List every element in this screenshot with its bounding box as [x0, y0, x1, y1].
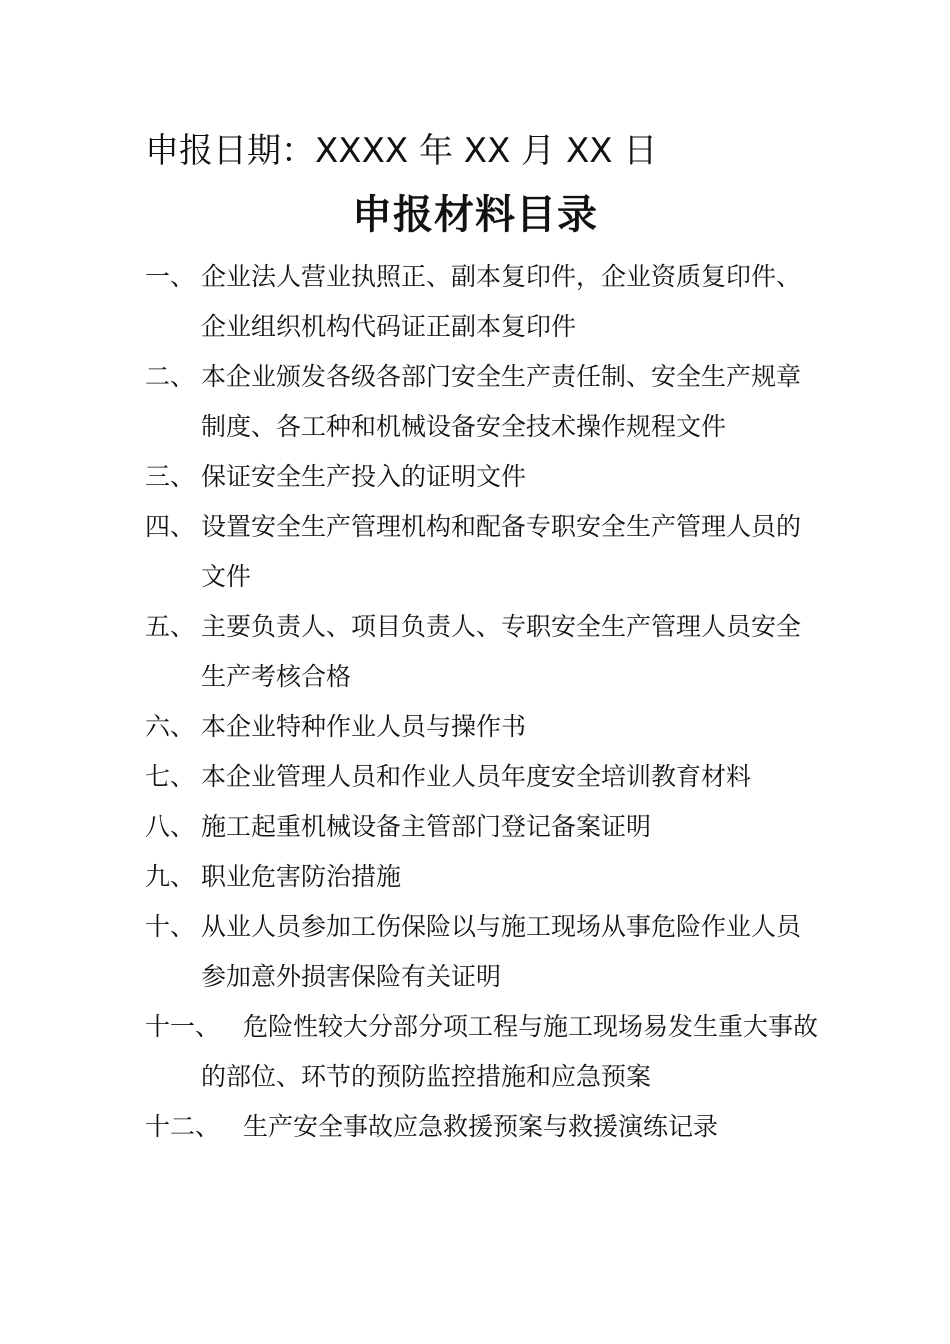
- list-item-number: 十一、: [145, 1012, 221, 1041]
- list-item: [145, 352, 825, 452]
- list-item-text: 危险性较大分部分项工程与施工现场易发生重大事故的部位、环节的预防监控措施和应急预案: [201, 1012, 819, 1091]
- list-item-number: 四、: [145, 512, 196, 541]
- list-item: [145, 802, 825, 852]
- list-item: [145, 902, 825, 1002]
- list-item-text: 本企业特种作业人员与操作书: [201, 712, 527, 741]
- list-item-text: 主要负责人、项目负责人、专职安全生产管理人员安全生产考核合格: [201, 612, 802, 691]
- list-item-number: 三、: [145, 462, 196, 491]
- list-item-number: 六、: [145, 712, 196, 741]
- list-item-text: 保证安全生产投入的证明文件: [201, 462, 527, 491]
- list-item-text: 生产安全事故应急救援预案与救援演练记录: [243, 1112, 719, 1141]
- list-item-text: 本企业颁发各级各部门安全生产责任制、安全生产规章制度、各工种和机械设备安全技术操作规程文件: [201, 362, 802, 441]
- list-item: [145, 1102, 825, 1152]
- declaration-date: 申报日期：XXXX 年 XX 月 XX 日: [145, 131, 658, 171]
- list-item-text: 企业法人营业执照正、副本复印件，企业资质复印件、企业组织机构代码证正副本复印件: [201, 262, 802, 341]
- list-item: [145, 852, 825, 902]
- list-item: [145, 602, 825, 702]
- list-item-text: 设置安全生产管理机构和配备专职安全生产管理人员的文件: [201, 512, 802, 591]
- list-item-number: 二、: [145, 362, 196, 391]
- list-item-number: 十二、: [145, 1112, 221, 1141]
- list-item: [145, 702, 825, 752]
- list-item-number: 七、: [145, 762, 196, 791]
- list-item-text: 本企业管理人员和作业人员年度安全培训教育材料: [201, 762, 752, 791]
- list-item-text: 从业人员参加工伤保险以与施工现场从事危险作业人员参加意外损害保险有关证明: [201, 912, 802, 991]
- list-item-text: 施工起重机械设备主管部门登记备案证明: [201, 812, 652, 841]
- list-item-number: 五、: [145, 612, 196, 641]
- materials-list: [145, 252, 825, 1152]
- list-item-number: 十、: [145, 912, 196, 941]
- list-item: [145, 502, 825, 602]
- list-item-number: 一、: [145, 262, 196, 291]
- list-item-text: 职业危害防治措施: [201, 862, 402, 891]
- list-item-number: 九、: [145, 862, 196, 891]
- page-title: 申报材料目录: [352, 192, 598, 238]
- list-item: [145, 752, 825, 802]
- list-item: [145, 452, 825, 502]
- list-item: [145, 1002, 825, 1102]
- list-item: [145, 252, 825, 352]
- list-item-number: 八、: [145, 812, 196, 841]
